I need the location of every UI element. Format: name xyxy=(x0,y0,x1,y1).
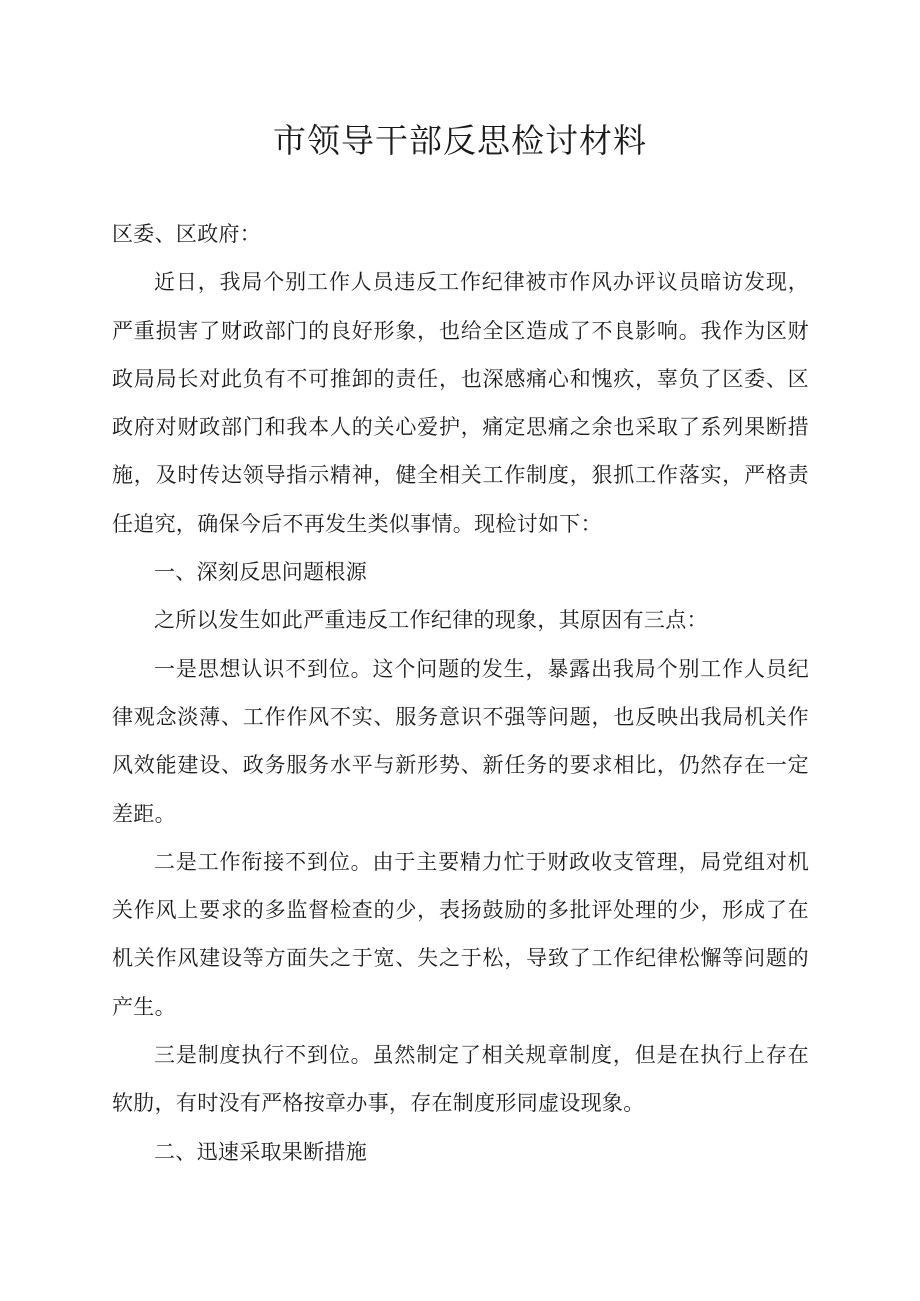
paragraph-reason-1: 一是思想认识不到位。这个问题的发生，暴露出我局个别工作人员纪律观念淡薄、工作作风不实、服务意识不强等问题，也反映出我局机关作风效能建设、政务服务水平与新形势、新任务的要求相比，仍然存在一定差距。 xyxy=(112,656,809,826)
paragraph-reason-3: 三是制度执行不到位。虽然制定了相关规章制度，但是在执行上存在软肋，有时没有严格按章办事，存在制度形同虚设现象。 xyxy=(112,1043,809,1116)
section-heading-1: 一、深刻反思问题根源 xyxy=(154,560,367,585)
paragraph-reason-2: 二是工作衔接不到位。由于主要精力忙于财政收支管理，局党组对机关作风上要求的多监督检查的少，表扬鼓励的多批评处理的少，形成了在机关作风建设等方面失之于宽、失之于松，导致了工作纪律松懈等问题的产生。 xyxy=(112,849,809,1019)
paragraph-intro: 近日，我局个别工作人员违反工作纪律被市作风办评议员暗访发现，严重损害了财政部门的良好形象，也给全区造成了不良影响。我作为区财政局局长对此负有不可推卸的责任，也深感痛心和愧疚，辜负了区委、区政府对财政部门和我本人的关心爱护，痛定思痛之余也采取了系列果断措施，及时传达领导指示精神，健全相关工作制度，狠抓工作落实，严格责任追究，确保今后不再发生类似事情。现检讨如下： xyxy=(112,270,809,536)
paragraph-reasons-lead: 之所以发生如此严重违反工作纪律的现象，其原因有三点： xyxy=(154,608,708,633)
document-body xyxy=(112,210,809,1176)
salutation: 区委、区政府： xyxy=(112,222,262,246)
document-title: 市领导干部反思检讨材料 xyxy=(273,121,647,160)
section-heading-2: 二、迅速采取果断措施 xyxy=(154,1139,367,1164)
